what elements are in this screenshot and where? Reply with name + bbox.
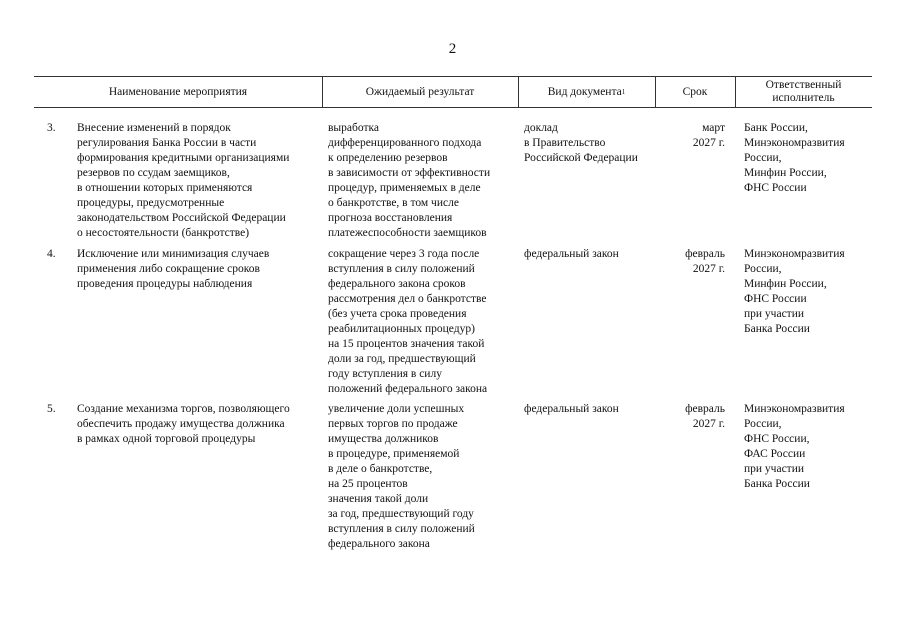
text-line: на 25 процентов bbox=[328, 478, 408, 490]
text-line: доклад bbox=[524, 122, 558, 134]
header-doc-type: Вид документа 1 bbox=[547, 85, 626, 98]
text-line: обеспечить продажу имущества должника bbox=[77, 418, 285, 430]
row-number: 5. bbox=[47, 403, 56, 415]
text-line: вступления в силу положений bbox=[328, 263, 475, 275]
text-line: Банк России, bbox=[744, 122, 808, 134]
text-line: применения либо сокращение сроков bbox=[77, 263, 260, 275]
text-line: первых торгов по продаже bbox=[328, 418, 458, 430]
text-line: Внесение изменений в порядок bbox=[77, 122, 231, 134]
responsible-executor bbox=[744, 402, 872, 492]
text-line: выработка bbox=[328, 122, 380, 134]
header-doc-type-label: Вид документа bbox=[547, 85, 622, 98]
text-line: Банка России bbox=[744, 323, 810, 335]
header-name: Наименование мероприятия bbox=[108, 85, 248, 98]
text-line: март bbox=[702, 122, 725, 134]
document-type bbox=[524, 121, 664, 166]
text-line: России, bbox=[744, 263, 782, 275]
text-line: ФНС России bbox=[744, 182, 807, 194]
text-line: за год, предшествующий году bbox=[328, 508, 474, 520]
text-line: сокращение через 3 года после bbox=[328, 248, 480, 260]
text-line: в отношении которых применяются bbox=[77, 182, 253, 194]
text-line: в деле о банкротстве, bbox=[328, 463, 433, 475]
text-line: февраль bbox=[685, 403, 725, 415]
header-executor-line: Ответственный bbox=[765, 79, 842, 91]
deadline bbox=[667, 121, 725, 151]
text-line: регулирования Банка России в части bbox=[77, 137, 257, 149]
text-line: в процедуре, применяемой bbox=[328, 448, 460, 460]
deadline bbox=[667, 247, 725, 277]
measure-name bbox=[77, 247, 322, 292]
text-line: процедуры, предусмотренные bbox=[77, 197, 225, 209]
text-line: ФНС России bbox=[744, 293, 807, 305]
text-line: в Правительство bbox=[524, 137, 606, 149]
document-type bbox=[524, 402, 664, 417]
text-line: Создание механизма торгов, позволяющего bbox=[77, 403, 290, 415]
header-result: Ожидаемый результат bbox=[365, 85, 475, 98]
text-line: дифференцированного подхода bbox=[328, 137, 482, 149]
header-executor bbox=[735, 77, 872, 107]
text-line: Исключение или минимизация случаев bbox=[77, 248, 270, 260]
text-line: февраль bbox=[685, 248, 725, 260]
text-line: федерального закона bbox=[328, 538, 430, 550]
page-number: 2 bbox=[448, 41, 457, 57]
text-line: федерального закона сроков bbox=[328, 278, 466, 290]
row-number: 4. bbox=[47, 248, 56, 260]
text-line: увеличение доли успешных bbox=[328, 403, 465, 415]
text-line: проведения процедуры наблюдения bbox=[77, 278, 253, 290]
text-line: в рамках одной торговой процедуры bbox=[77, 433, 256, 445]
expected-result bbox=[328, 402, 518, 552]
text-line: федеральный закон bbox=[524, 248, 619, 260]
text-line: Банка России bbox=[744, 478, 810, 490]
text-line: значения такой доли bbox=[328, 493, 429, 505]
text-line: ФНС России, bbox=[744, 433, 810, 445]
text-line: положений федерального закона bbox=[328, 383, 488, 395]
text-line: платежеспособности заемщиков bbox=[328, 227, 487, 239]
text-line: федеральный закон bbox=[524, 403, 619, 415]
text-line: Минэкономразвития bbox=[744, 137, 845, 149]
text-line: на 15 процентов значения такой bbox=[328, 338, 485, 350]
text-line: 2027 г. bbox=[692, 263, 725, 275]
responsible-executor bbox=[744, 247, 872, 337]
deadline bbox=[667, 402, 725, 432]
text-line: Минфин России, bbox=[744, 167, 827, 179]
text-line: России, bbox=[744, 152, 782, 164]
text-line: году вступления в силу bbox=[328, 368, 442, 380]
text-line: о банкротстве, в том числе bbox=[328, 197, 459, 209]
text-line: (без учета срока проведения bbox=[328, 308, 467, 320]
text-line: Российской Федерации bbox=[524, 152, 638, 164]
text-line: законодательством Российской Федерации bbox=[77, 212, 286, 224]
text-line: 2027 г. bbox=[692, 137, 725, 149]
text-line: реабилитационных процедур) bbox=[328, 323, 475, 335]
text-line: к определению резервов bbox=[328, 152, 448, 164]
measure-name bbox=[77, 121, 322, 241]
text-line: в зависимости от эффективности bbox=[328, 167, 491, 179]
header-executor-line: исполнитель bbox=[772, 92, 835, 104]
row-number: 3. bbox=[47, 122, 56, 134]
expected-result bbox=[328, 121, 518, 241]
text-line: имущества должников bbox=[328, 433, 439, 445]
text-line: резервов по ссудам заемщиков, bbox=[77, 167, 230, 179]
text-line: прогноза восстановления bbox=[328, 212, 453, 224]
text-line: при участии bbox=[744, 308, 805, 320]
text-line: вступления в силу положений bbox=[328, 523, 475, 535]
text-line: Минфин России, bbox=[744, 278, 827, 290]
responsible-executor bbox=[744, 121, 872, 196]
text-line: доли за год, предшествующий bbox=[328, 353, 476, 365]
document-type bbox=[524, 247, 664, 262]
text-line: рассмотрения дел о банкротстве bbox=[328, 293, 487, 305]
text-line: 2027 г. bbox=[692, 418, 725, 430]
text-line: ФАС России bbox=[744, 448, 806, 460]
expected-result bbox=[328, 247, 518, 397]
text-line: процедур, применяемых в деле bbox=[328, 182, 481, 194]
text-line: о несостоятельности (банкротстве) bbox=[77, 227, 250, 239]
measure-name bbox=[77, 402, 322, 447]
text-line: формирования кредитными организациями bbox=[77, 152, 290, 164]
header-term: Срок bbox=[682, 85, 708, 98]
table-header bbox=[34, 76, 872, 108]
text-line: России, bbox=[744, 418, 782, 430]
text-line: Минэкономразвития bbox=[744, 248, 845, 260]
text-line: при участии bbox=[744, 463, 805, 475]
text-line: Минэкономразвития bbox=[744, 403, 845, 415]
